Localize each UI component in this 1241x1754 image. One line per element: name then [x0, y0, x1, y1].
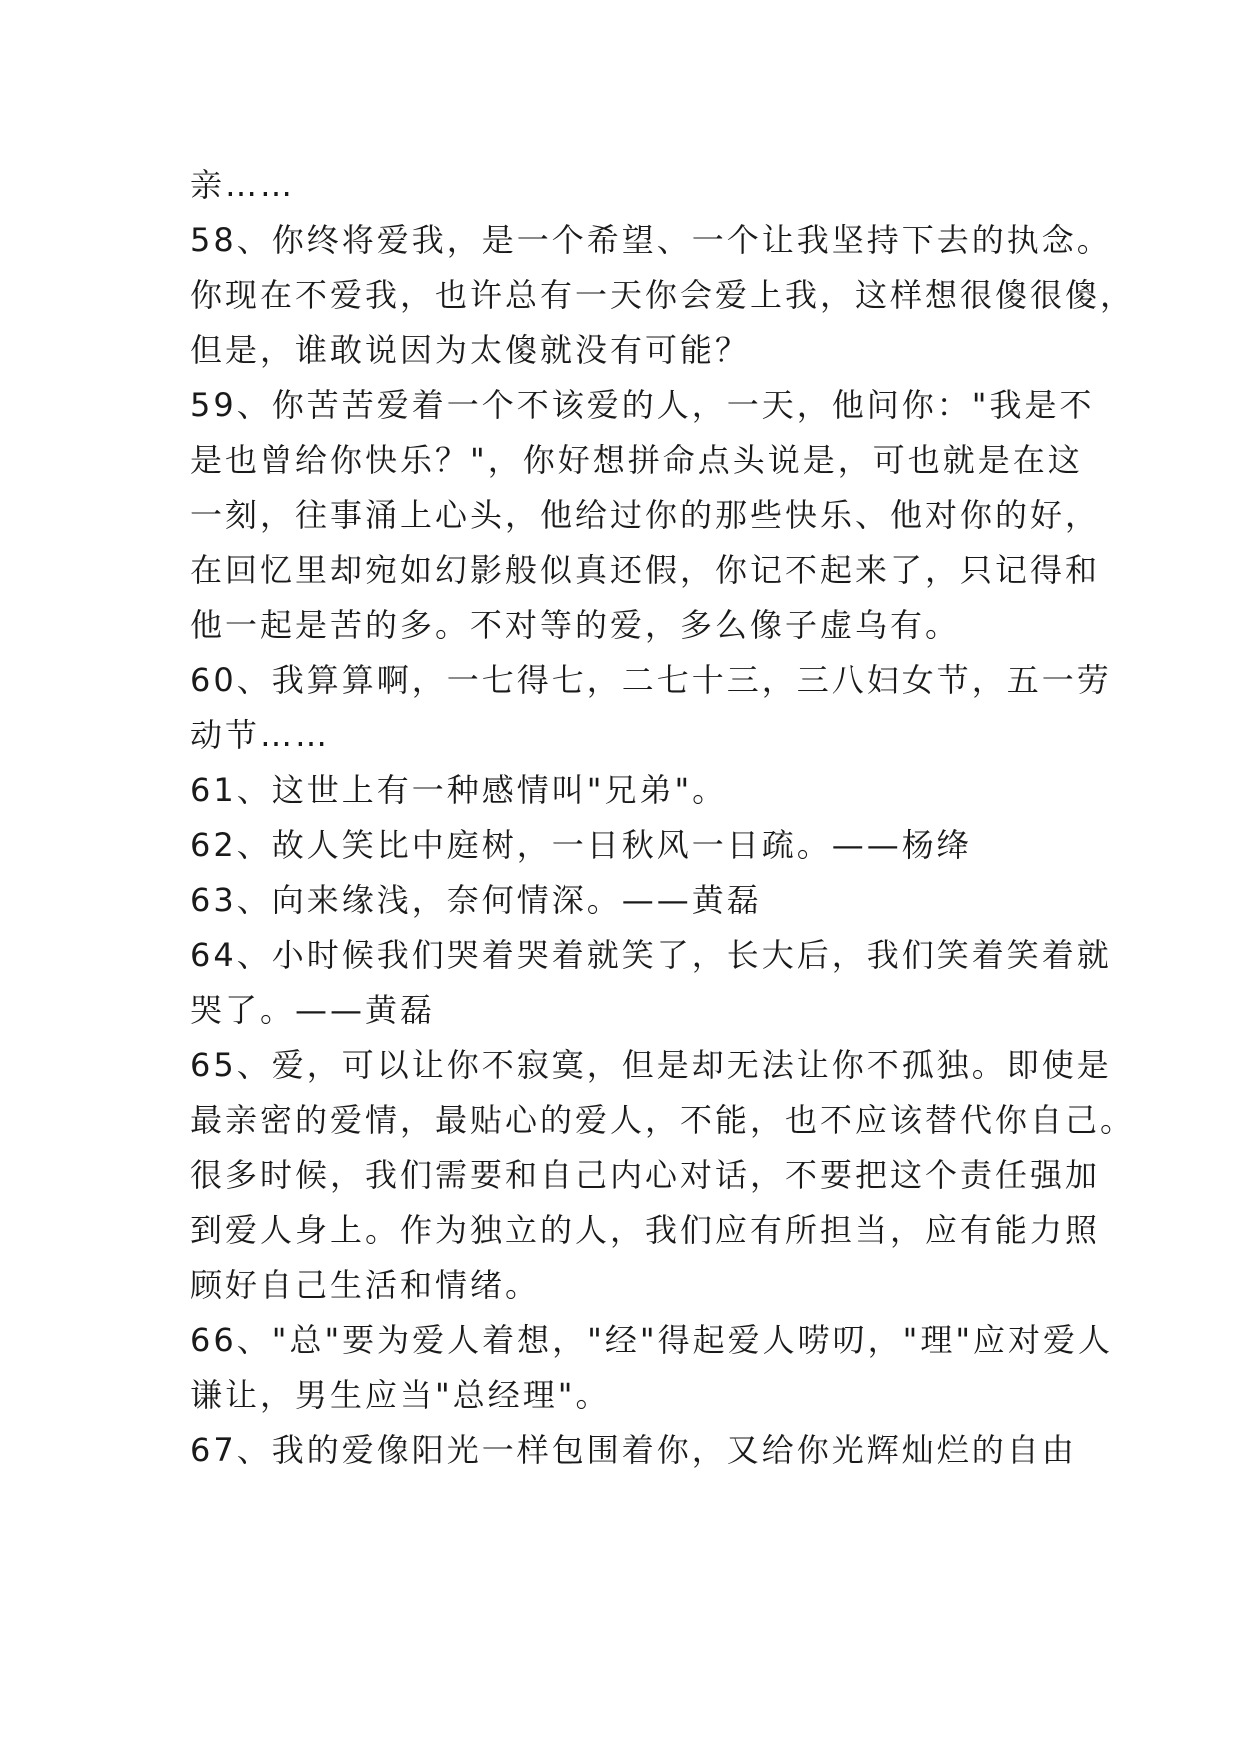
text-line: 到爱人身上。作为独立的人，我们应有所担当，应有能力照	[190, 1211, 1101, 1249]
text-line: 最亲密的爱情，最贴心的爱人，不能，也不应该替代你自己。	[190, 1101, 1136, 1139]
text-line: 动节……	[190, 716, 331, 754]
text-line: 61、这世上有一种感情叫"兄弟"。	[190, 771, 728, 809]
text-line: 亲……	[190, 166, 296, 204]
text-line: 64、小时候我们哭着哭着就笑了，长大后，我们笑着笑着就	[190, 936, 1112, 974]
text-line: 但是，谁敢说因为太傻就没有可能？	[190, 331, 751, 369]
text-line: 66、"总"要为爱人着想，"经"得起爱人唠叨，"理"应对爱人	[190, 1321, 1114, 1359]
text-line: 你现在不爱我，也许总有一天你会爱上我，这样想很傻很傻，	[190, 276, 1136, 314]
text-line: 是也曾给你快乐？"，你好想拼命点头说是，可也就是在这	[190, 441, 1083, 479]
text-line: 哭了。——黄磊	[190, 991, 436, 1029]
text-line: 59、你苦苦爱着一个不该爱的人，一天，他问你："我是不	[190, 386, 1095, 424]
text-line: 62、故人笑比中庭树，一日秋风一日疏。——杨绛	[190, 826, 972, 864]
text-line: 67、我的爱像阳光一样包围着你，又给你光辉灿烂的自由	[190, 1431, 1077, 1469]
text-line: 65、爱，可以让你不寂寞，但是却无法让你不孤独。即使是	[190, 1046, 1112, 1084]
text-line: 在回忆里却宛如幻影般似真还假，你记不起来了，只记得和	[190, 551, 1101, 589]
text-line: 谦让，男生应当"总经理"。	[190, 1376, 611, 1414]
text-line: 一刻，往事涌上心头，他给过你的那些快乐、他对你的好，	[190, 496, 1101, 534]
text-line: 63、向来缘浅，奈何情深。——黄磊	[190, 881, 762, 919]
text-line: 58、你终将爱我，是一个希望、一个让我坚持下去的执念。	[190, 221, 1112, 259]
text-line: 他一起是苦的多。不对等的爱，多么像子虚乌有。	[190, 606, 961, 644]
text-line: 60、我算算啊，一七得七，二七十三，三八妇女节，五一劳	[190, 661, 1112, 699]
text-line: 顾好自己生活和情绪。	[190, 1266, 541, 1304]
text-line: 很多时候，我们需要和自己内心对话，不要把这个责任强加	[190, 1156, 1101, 1194]
